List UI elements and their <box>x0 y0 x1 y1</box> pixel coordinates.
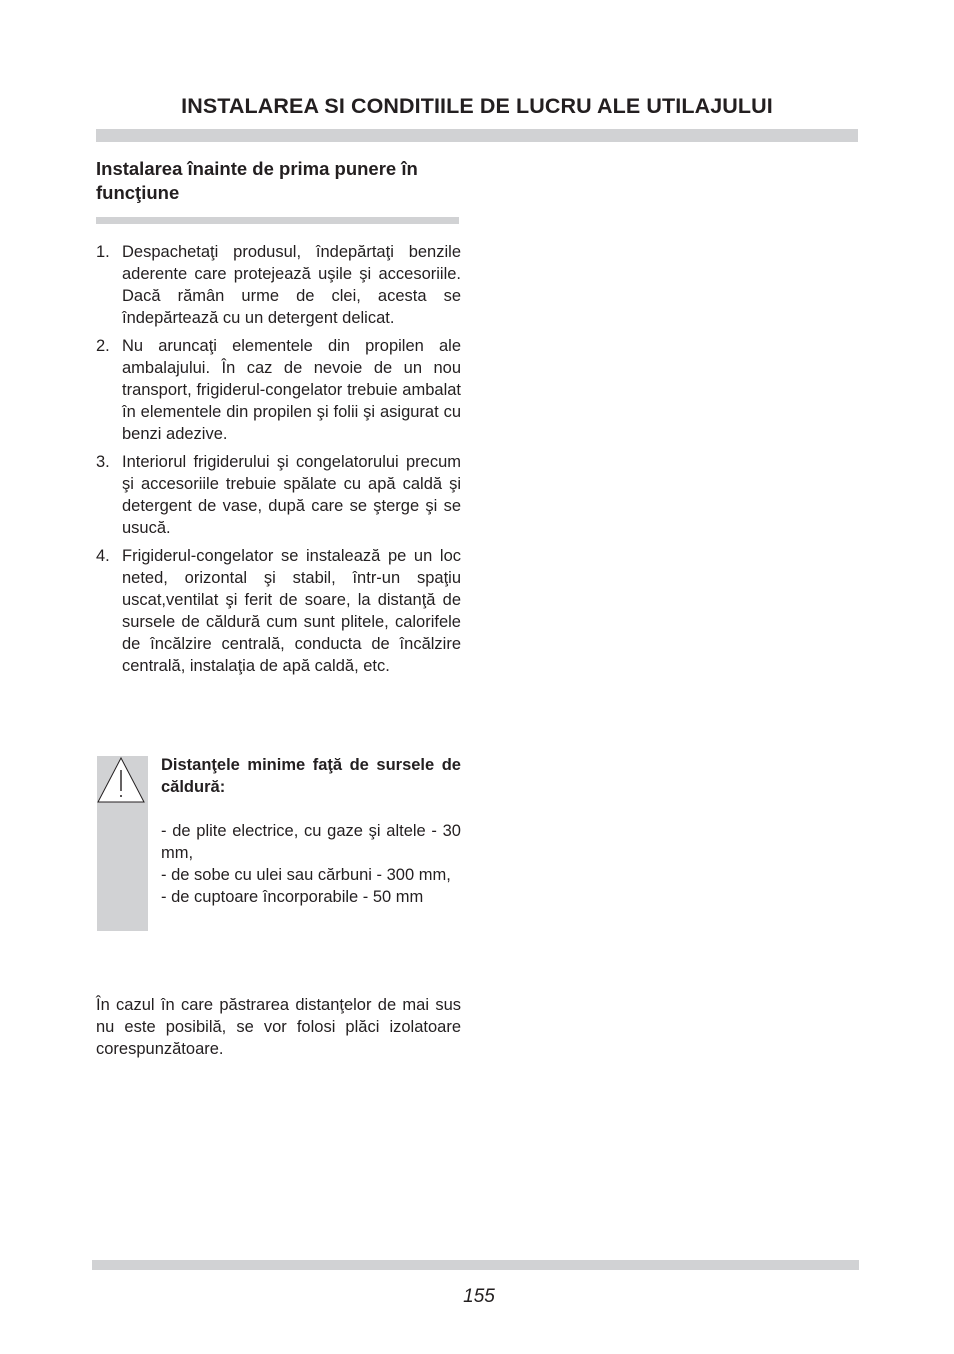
section-divider-bar <box>96 217 459 224</box>
step-text: Nu aruncaţi elementele din propilen ale ambalajului. În caz de nevoie de un nou transport, frigiderul-congelator trebuie ambalat în elementele din propilen şi folii şi asigurat cu benzi adezive. <box>122 337 461 443</box>
page-title: INSTALAREA SI CONDITIILE DE LUCRU ALE UTILAJULUI <box>181 94 773 118</box>
list-item <box>96 241 461 329</box>
title-divider-bar <box>96 129 858 142</box>
warning-line: - de sobe cu ulei sau cărbuni - 300 mm, <box>161 866 451 884</box>
step-text: Frigiderul-congelator se instalează pe un loc neted, orizontal şi stabil, într-un spaţiu uscat,ventilat şi ferit de soare, la distanţă de sursele de căldură cum sunt plitele, calorifele de încălzire centrală, conducta de încălzire centrală, instalaţia de apă caldă, etc. <box>122 547 461 675</box>
step-text: Despachetaţi produsul, îndepărtaţi benzile aderente care protejează uşile şi accesoriile. Dacă rămân urme de clei, acesta se îndepărtează cu un detergent delicat. <box>122 243 461 327</box>
section-heading: Instalarea înainte de prima punere în funcţiune <box>96 158 418 203</box>
note-paragraph: În cazul în care păstrarea distanţelor de mai sus nu este posibilă, se vor folosi plăci izolatoare corespunzătoare. <box>96 996 461 1058</box>
step-text: Interiorul frigiderului şi congelatorului precum şi accesoriile trebuie spălate cu apă caldă şi detergent de vase, după care se şterge şi se usucă. <box>122 453 461 537</box>
warning-line: - de cuptoare încorporabile - 50 mm <box>161 888 424 906</box>
step-number: 3. <box>96 453 110 471</box>
step-number: 1. <box>96 243 110 261</box>
installation-steps-list <box>96 241 461 683</box>
list-item <box>96 451 461 539</box>
warning-box <box>161 754 461 908</box>
footer-divider-bar <box>92 1260 859 1270</box>
list-item <box>96 545 461 677</box>
step-number: 2. <box>96 337 110 355</box>
list-item <box>96 335 461 445</box>
page-number: 155 <box>463 1286 495 1307</box>
warning-title: Distanţele minime faţă de sursele de căldură: <box>161 756 461 796</box>
warning-line: - de plite electrice, cu gaze şi altele - 30 mm, <box>161 822 461 862</box>
warning-triangle-icon <box>97 756 147 804</box>
warning-spacer <box>161 798 461 820</box>
step-number: 4. <box>96 547 110 565</box>
